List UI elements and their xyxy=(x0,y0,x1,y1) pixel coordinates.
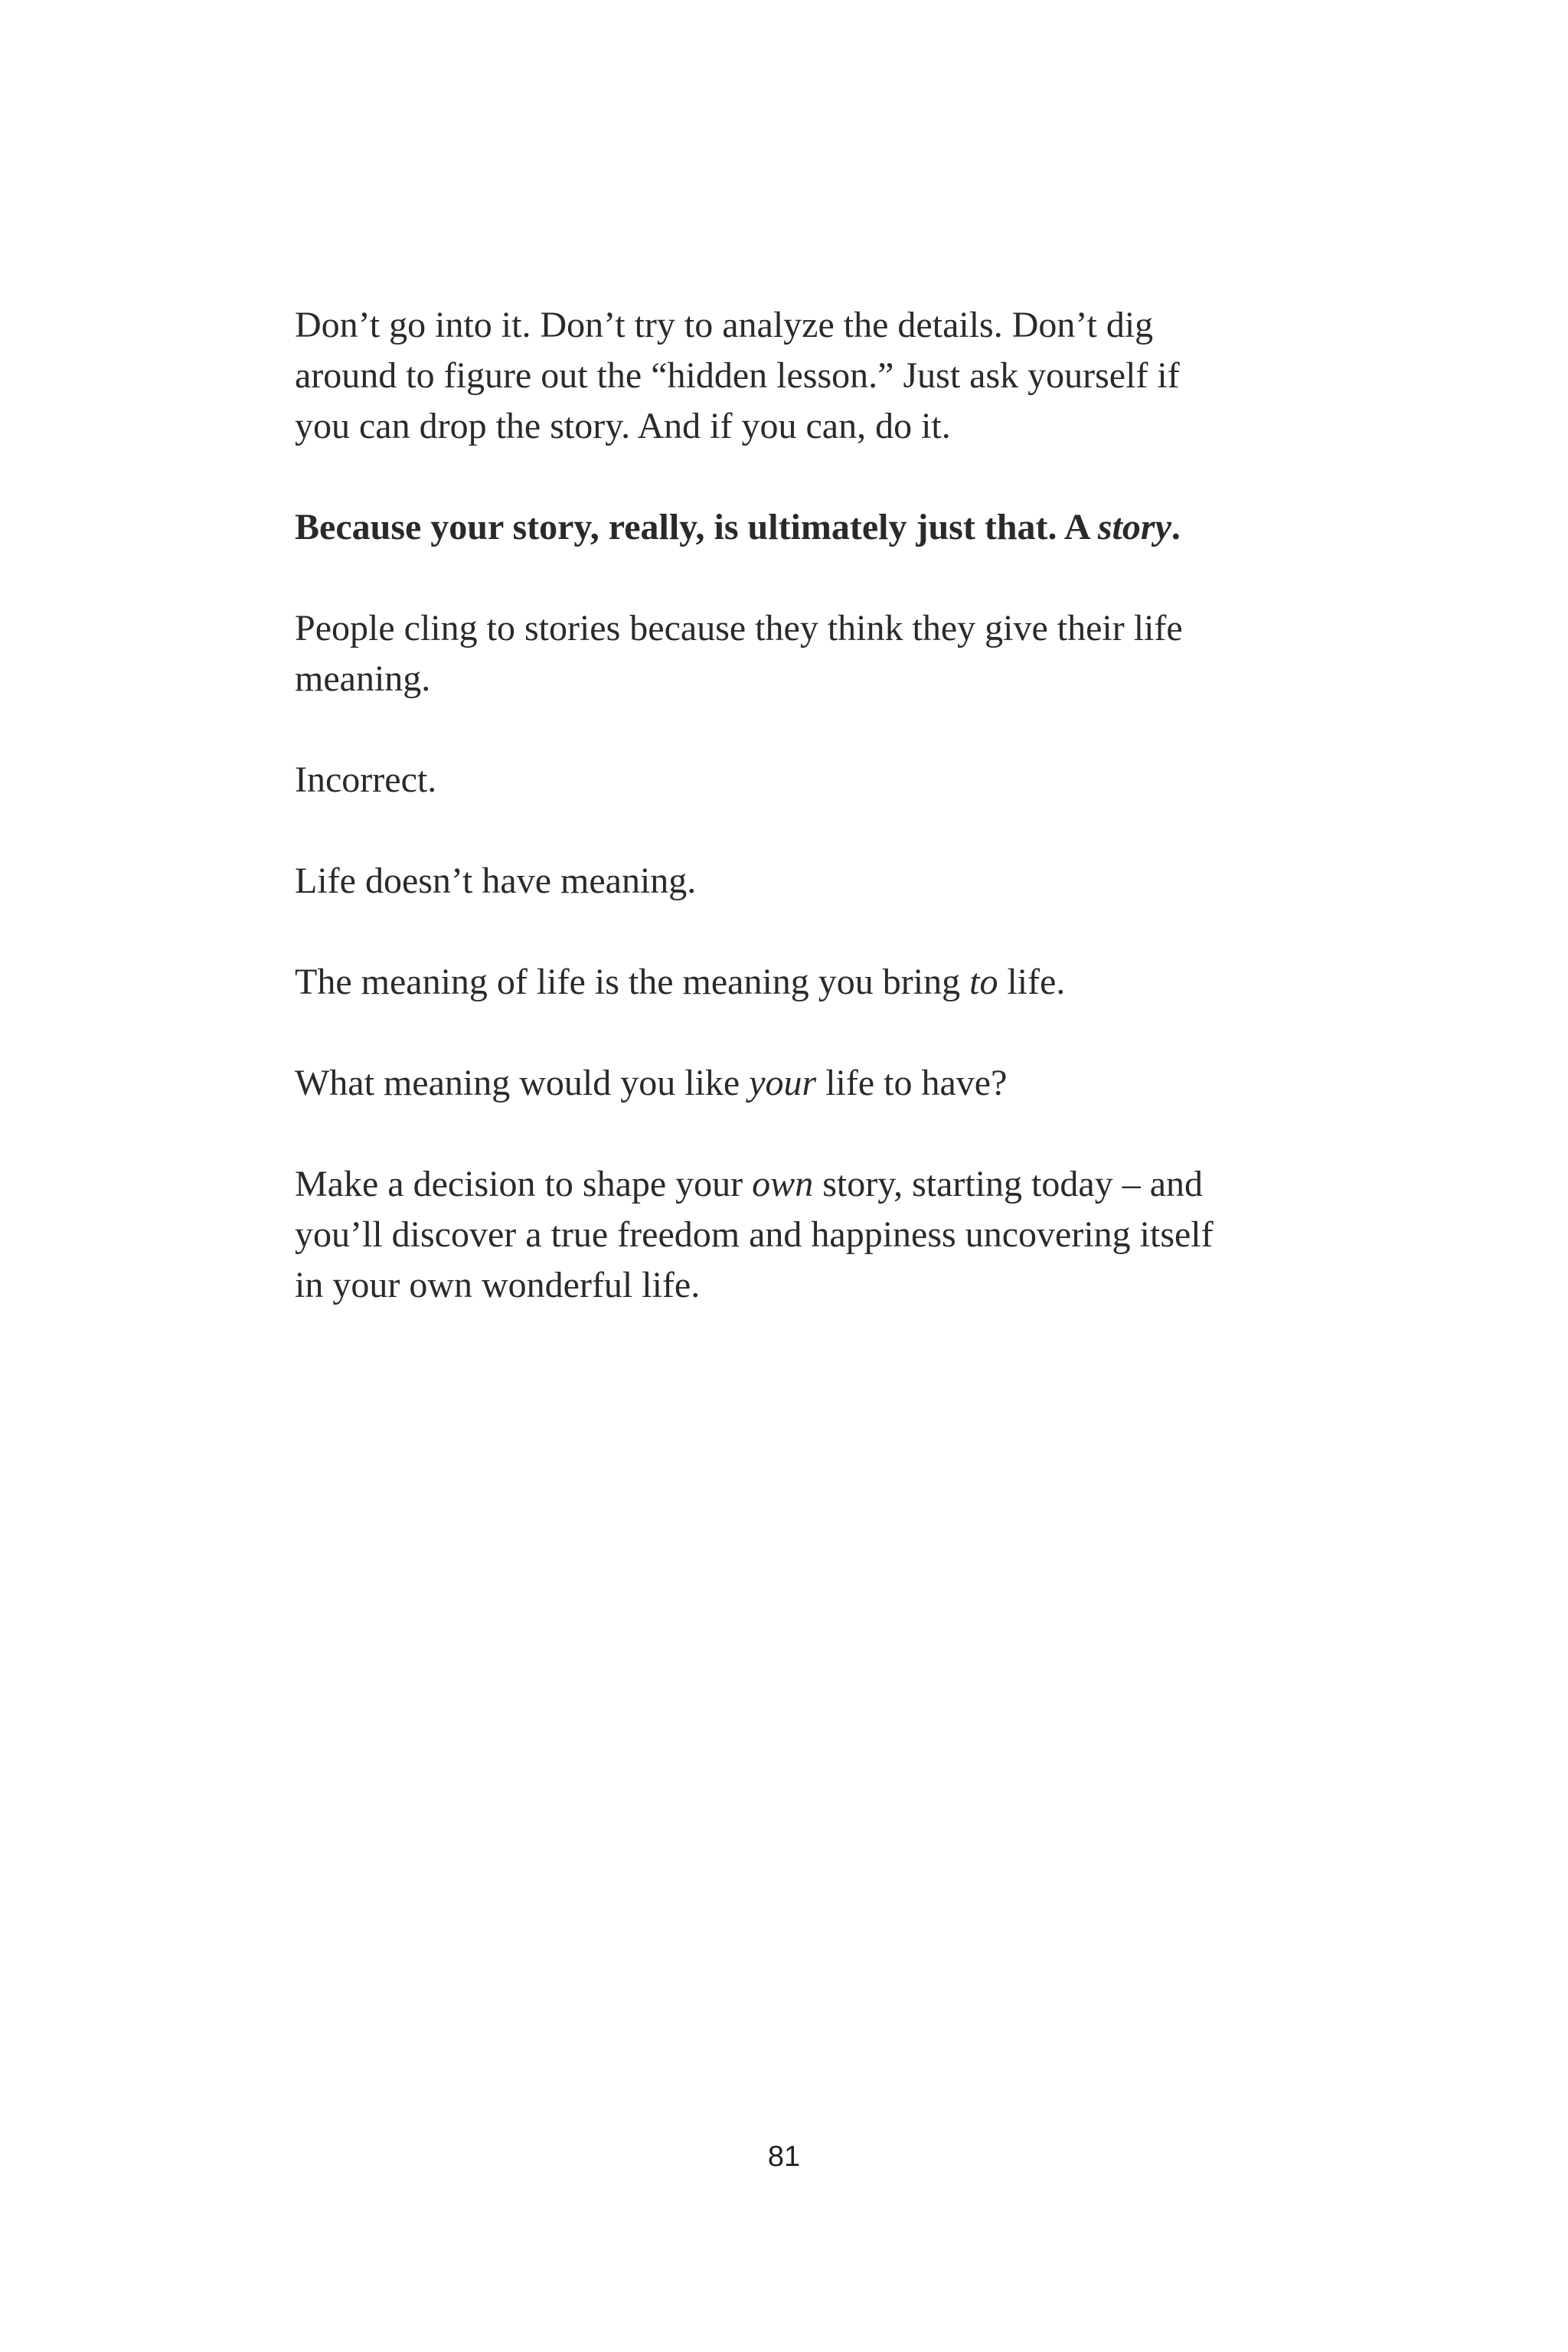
body-text xyxy=(295,300,1290,1361)
text-line: you’ll discover a true freedom and happiness uncovering itself xyxy=(295,1214,1214,1255)
emphasis-text: to xyxy=(969,962,998,1002)
text-line: in your own wonderful life. xyxy=(295,1265,701,1305)
text-run: life to have? xyxy=(816,1063,1008,1103)
text-run: Because your story, really, is ultimately just that. A xyxy=(295,507,1098,547)
text-line: meaning. xyxy=(295,658,431,699)
text-line: around to figure out the “hidden lesson.” Just ask yourself if xyxy=(295,355,1180,396)
emphasis-text: own xyxy=(752,1164,814,1204)
text-run: What meaning would you like xyxy=(295,1063,750,1103)
text-line: you can drop the story. And if you can, do it. xyxy=(295,406,951,446)
paragraph-7 xyxy=(295,1058,1290,1109)
emphasis-text: your xyxy=(749,1063,817,1103)
text-line: Don’t go into it. Don’t try to analyze the details. Don’t dig xyxy=(295,305,1154,345)
paragraph-5: Life doesn’t have meaning. xyxy=(295,861,697,901)
text-line xyxy=(295,1159,1290,1210)
emphasis-text: story xyxy=(1097,507,1171,547)
text-run: story, starting today – and xyxy=(813,1164,1203,1204)
page-number: 81 xyxy=(767,2141,801,2173)
text-run: Make a decision to shape your xyxy=(295,1164,753,1204)
text-run: life. xyxy=(998,962,1066,1002)
paragraph-6 xyxy=(295,957,1290,1008)
paragraph-3 xyxy=(295,603,1290,704)
paragraph-1 xyxy=(295,300,1290,452)
paragraph-4: Incorrect. xyxy=(295,760,437,800)
text-run: The meaning of life is the meaning you bring xyxy=(295,962,970,1002)
text-run: . xyxy=(1171,507,1181,547)
text-line: People cling to stories because they think they give their life xyxy=(295,608,1183,648)
paragraph-8 xyxy=(295,1159,1290,1311)
paragraph-2-bold xyxy=(295,502,1290,553)
